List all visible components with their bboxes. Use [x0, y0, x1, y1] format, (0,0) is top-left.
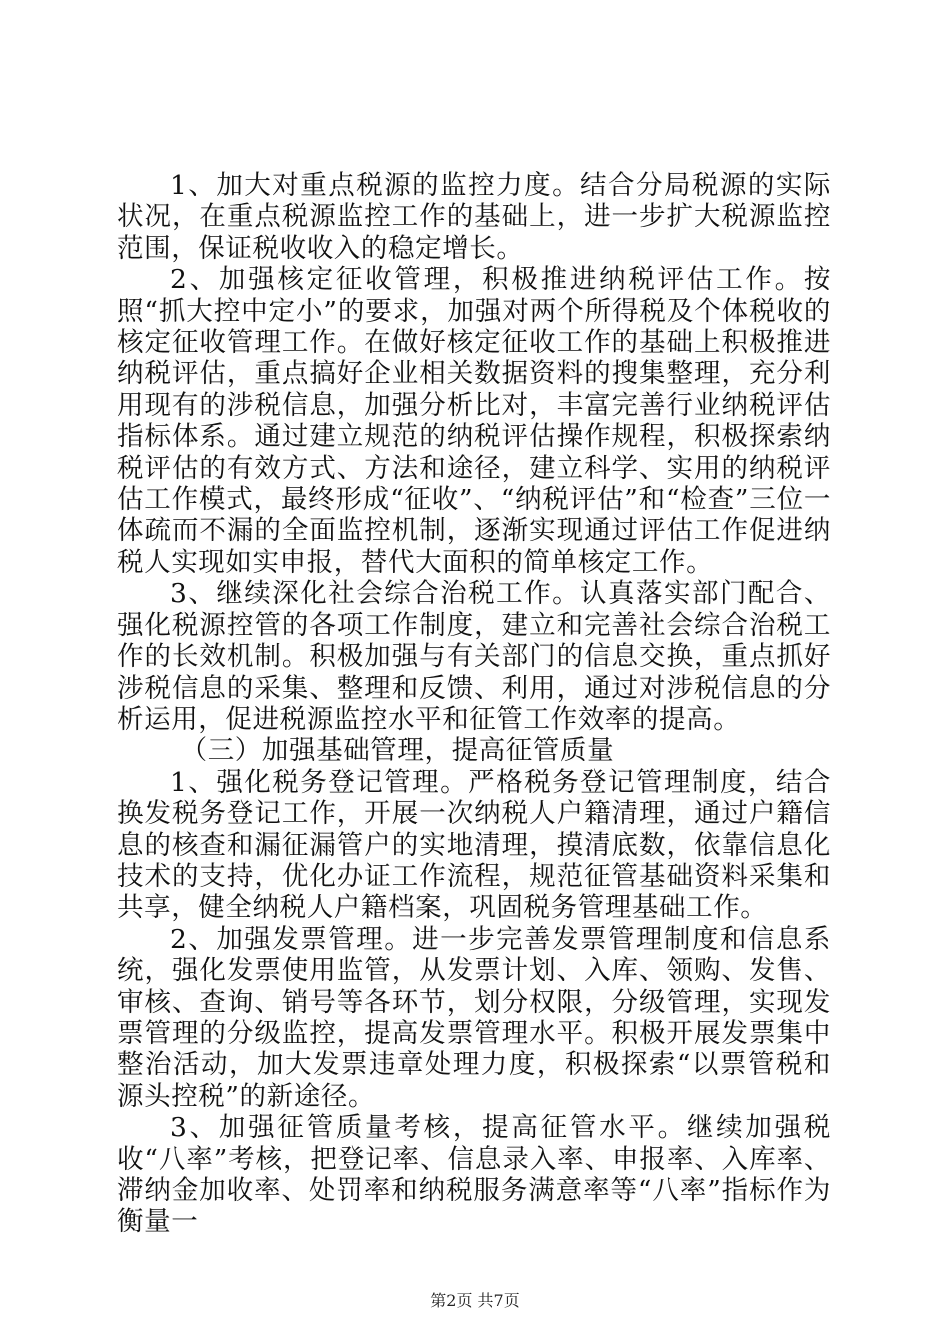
paragraph-verified-collection-management: 2、加强核定征收管理，积极推进纳税评估工作。按照“抓大控中定小”的要求，加强对两个所得税及个体税收的核定征收管理工作。在做好核定征收工作的基础上积极推进纳税评估，重点搞好企业相关数据资料的搜集整理，充分利用现有的涉税信息，加强分析比对，丰富完善行业纳税评估指标体系。通过建立规范的纳税评估操作规程，积极探索纳税评估的有效方式、方法和途径，建立科学、实用的纳税评估工作模式，最终形成“征收”、“纳税评估”和“检查”三位一体疏而不漏的全面监控机制，逐渐实现通过评估工作促进纳税人实现如实申报，替代大面积的简单核定工作。: [117, 264, 831, 578]
paragraph-collection-quality-assessment: 3、加强征管质量考核，提高征管水平。继续加强税收“八率”考核，把登记率、信息录入率、申报率、入库率、滞纳金加收率、处罚率和纳税服务满意率等“八率”指标作为衡量一: [117, 1112, 831, 1238]
section-heading-basic-management: （三）加强基础管理，提高征管质量: [180, 735, 615, 767]
paragraph-tax-registration-management: 1、强化税务登记管理。严格税务登记管理制度，结合换发税务登记工作，开展一次纳税人户籍清理，通过户籍信息的核查和漏征漏管户的实地清理，摸清底数，依靠信息化技术的支持，优化办证工作流程，规范征管基础资料采集和共享，健全纳税人户籍档案，巩固税务管理基础工作。: [117, 766, 831, 924]
page-number-footer: 第2页 共7页: [430, 1291, 520, 1310]
paragraph-key-tax-source-monitoring: 1、加大对重点税源的监控力度。结合分局税源的实际状况，在重点税源监控工作的基础上，进一步扩大税源监控范围，保证税收收入的稳定增长。: [117, 170, 831, 264]
document-body: [117, 170, 831, 1238]
paragraph-comprehensive-tax-governance: 3、继续深化社会综合治税工作。认真落实部门配合、强化税源控管的各项工作制度，建立和完善社会综合治税工作的长效机制。积极加强与有关部门的信息交换，重点抓好涉税信息的采集、整理和反馈、利用，通过对涉税信息的分析运用，促进税源监控水平和征管工作效率的提高。: [117, 578, 831, 735]
paragraph-invoice-management: 2、加强发票管理。进一步完善发票管理制度和信息系统，强化发票使用监管，从发票计划、入库、领购、发售、审核、查询、销号等各环节，划分权限，分级管理，实现发票管理的分级监控，提高发票管理水平。积极开展发票集中整治活动，加大发票违章处理力度，积极探索“以票管税和源头控税”的新途径。: [117, 923, 831, 1112]
